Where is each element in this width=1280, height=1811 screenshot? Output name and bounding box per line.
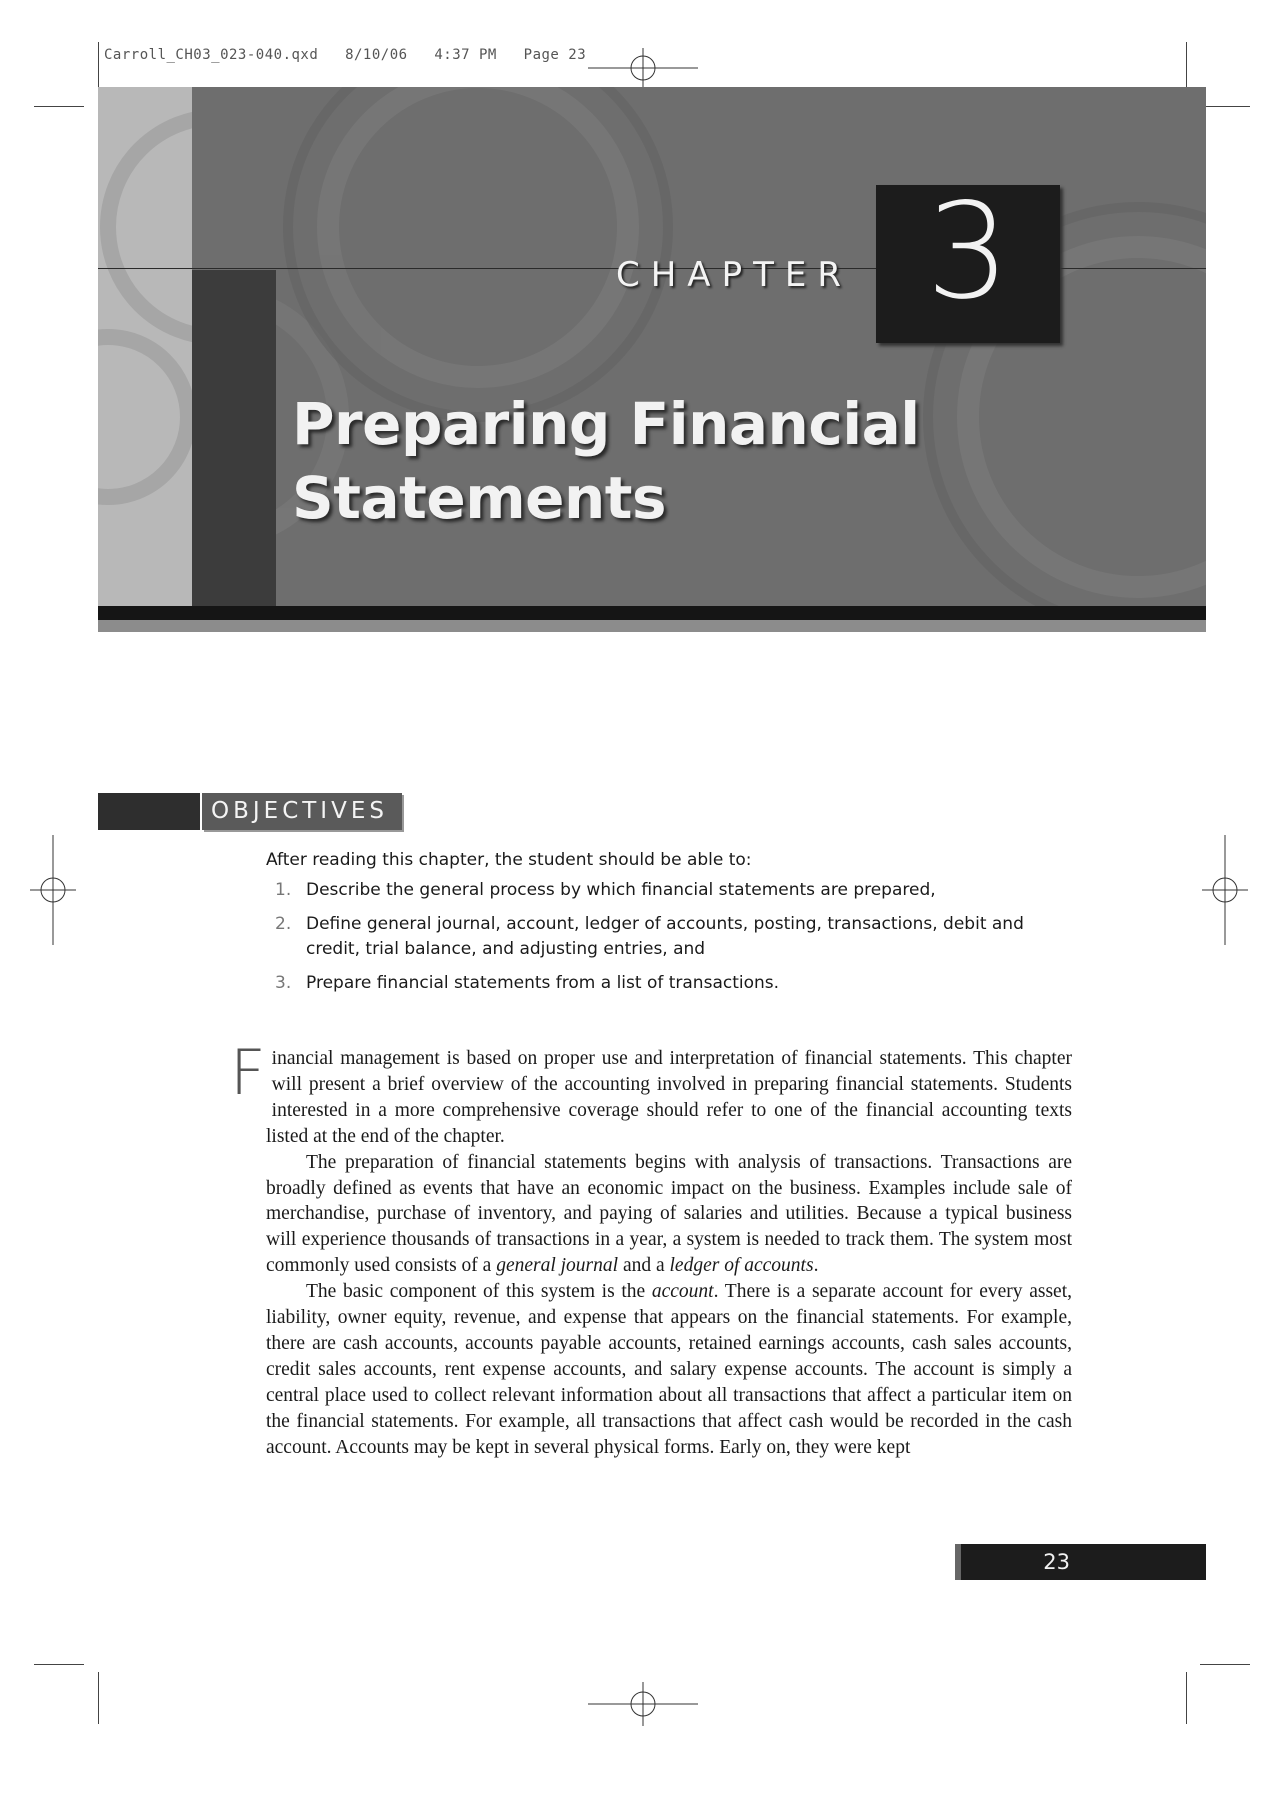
crop-mark <box>34 106 84 107</box>
body-text <box>230 1036 1072 1461</box>
crop-mark <box>1186 42 1187 88</box>
chapter-number-box <box>876 175 1060 343</box>
crop-mark <box>98 1672 99 1724</box>
objective-text: Prepare financial statements from a list of transactions. <box>306 973 780 993</box>
objective-number: 2. <box>275 914 292 934</box>
banner-bottom-strip <box>98 620 1206 632</box>
paragraph-3: The basic component of this system is the account. There is a separate account for every asset, liability, owner equity, revenue, and expense that appears on the financial statements. For example, there are cash accounts, accounts payable accounts, retained earnings accounts, cash sales accounts, credit sales accounts, rent expense accounts, and salary expense accounts. The account is simply a central place used to collect relevant information about all transactions that affect a particular item on the financial statements. For example, all transactions that affect cash would be recorded in the cash account. Accounts may be kept in several physical forms. Early on, they were kept <box>266 1281 1072 1458</box>
banner-bottom-bar <box>98 606 1206 620</box>
crop-mark <box>1200 106 1250 107</box>
crop-mark <box>1186 1672 1187 1724</box>
objective-text: Define general journal, account, ledger of accounts, posting, transactions, debit and credit, trial balance, and adjusting entries, and <box>306 914 1024 959</box>
objective-number: 1. <box>275 880 292 900</box>
term-account: account <box>651 1281 714 1303</box>
term-ledger-of-accounts: ledger of accounts <box>669 1255 814 1277</box>
objectives-list <box>266 878 1066 1005</box>
objective-text: Describe the general process by which financial statements are prepared, <box>306 880 936 900</box>
paragraph-2: The preparation of financial statements begins with analysis of transactions. Transactions are broadly defined as events that have an economic impact on the business. Examples include sale of merchandise, purchase of inventory, and paying of salaries and utilities. Because a typical business will experience thousands of transactions in a year, a system is needed to track them. The system most commonly used consists of a general journal and a ledger of accounts. <box>266 1151 1072 1277</box>
chapter-banner <box>98 87 1206 632</box>
objectives-bar <box>98 793 200 830</box>
left-strip <box>98 87 192 632</box>
registration-mark-icon <box>1202 835 1248 945</box>
objective-number: 3. <box>275 973 292 993</box>
objectives-intro: After reading this chapter, the student should be able to: <box>266 850 752 870</box>
chapter-label: CHAPTER <box>616 255 852 295</box>
term-general-journal: general journal <box>496 1255 619 1277</box>
chapter-title <box>292 387 992 535</box>
crop-mark <box>1200 1664 1250 1665</box>
banner-column <box>192 270 276 632</box>
page-number-bar <box>955 1544 1206 1580</box>
chapter-number: 3 <box>926 175 1010 329</box>
registration-mark-icon <box>588 1682 698 1726</box>
crop-mark <box>98 42 99 88</box>
crop-mark <box>34 1664 84 1665</box>
objectives-heading: OBJECTIVES <box>202 793 402 830</box>
registration-mark-icon <box>30 835 76 945</box>
objective-item <box>266 878 1066 903</box>
paragraph-1: Financial management is based on proper use and interpretation of financial statements. This chapter will present a brief overview of the accounting involved in preparing financial statements. Students interested in a more comprehensive coverage should refer to one of the financial accounting texts listed at the end of the chapter. <box>230 1036 1072 1147</box>
registration-mark-icon <box>588 48 698 88</box>
drop-cap: F <box>230 1036 266 1109</box>
file-slug: Carroll_CH03_023-040.qxd 8/10/06 4:37 PM Page 23 <box>104 47 587 63</box>
chapter-title-line-2: Statements <box>292 464 667 532</box>
objective-item <box>266 971 1066 996</box>
chapter-title-line-1: Preparing Financial <box>292 390 920 458</box>
page-number: 23 <box>1043 1550 1070 1574</box>
objective-item <box>266 912 1066 962</box>
